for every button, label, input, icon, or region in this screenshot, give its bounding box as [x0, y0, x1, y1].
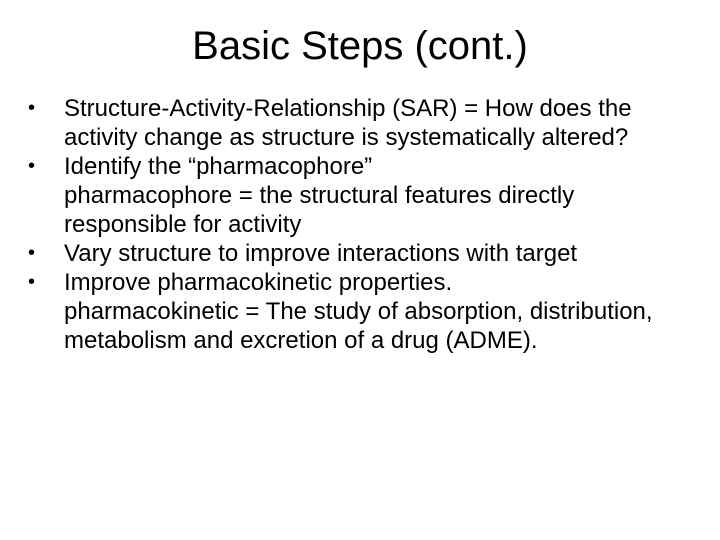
bullet-subtext: pharmacokinetic = The study of absorption, distribution, metabolism and excretion of a drug (ADME).	[64, 298, 653, 354]
bullet-subtext: pharmacophore = the structural features directly responsible for activity	[64, 182, 575, 238]
bullet-item-pharmacophore	[28, 152, 698, 239]
bullet-text: Improve pharmacokinetic properties.	[64, 269, 453, 296]
bullet-dot-icon: •	[28, 242, 36, 264]
bullet-item-sar	[28, 94, 698, 152]
slide-title: Basic Steps (cont.)	[192, 24, 528, 68]
bullet-text: Vary structure to improve interactions with target	[64, 240, 578, 267]
bullet-dot-icon: •	[28, 155, 36, 177]
bullet-text: Structure-Activity-Relationship (SAR) = How does the activity change as structure is systematically altered?	[64, 95, 632, 151]
bullet-text: Identify the “pharmacophore”	[64, 153, 373, 180]
bullet-dot-icon: •	[28, 97, 36, 119]
bullet-list	[28, 94, 698, 355]
bullet-dot-icon: •	[28, 271, 36, 293]
bullet-item-pharmacokinetic	[28, 268, 698, 355]
bullet-item-vary-structure	[28, 239, 698, 268]
